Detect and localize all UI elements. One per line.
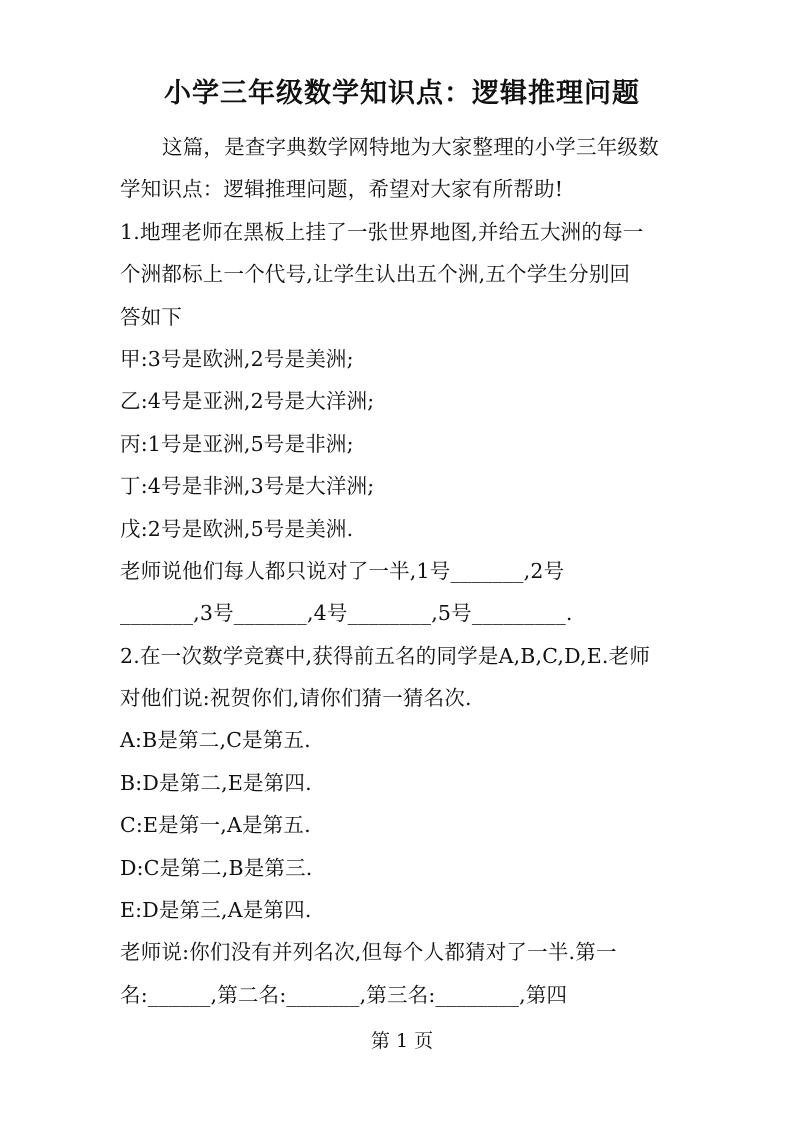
question-2-conclusion-line-2: 名:______,第二名:_______,第三名:________,第四	[120, 982, 568, 1007]
answer-ding: 丁:4号是非洲,3号是大洋洲;	[120, 474, 375, 499]
answer-bing: 丙:1号是亚洲,5号是非洲;	[120, 431, 354, 456]
answer-yi: 乙:4号是亚洲,2号是大洋洲;	[120, 389, 375, 414]
guess-b: B:D是第二,E是第四.	[120, 770, 312, 795]
intro-line-2: 学知识点：逻辑推理问题，希望对大家有所帮助!	[120, 177, 564, 202]
question-2-line-2: 对他们说:祝贺你们,请你们猜一猜名次.	[120, 686, 472, 711]
answer-jia: 甲:3号是欧洲,2号是美洲;	[120, 346, 354, 371]
document-title: 小学三年级数学知识点：逻辑推理问题	[164, 78, 640, 109]
guess-d: D:C是第二,B是第三.	[120, 855, 313, 880]
guess-c: C:E是第一,A是第五.	[120, 813, 311, 838]
document-body	[120, 126, 690, 1016]
guess-a: A:B是第二,C是第五.	[120, 728, 311, 753]
question-1-line-1: 1.地理老师在黑板上挂了一张世界地图,并给五大洲的每一	[120, 219, 644, 244]
page-number: 第 1 页	[370, 1030, 434, 1052]
question-2-line-1: 2.在一次数学竞赛中,获得前五名的同学是A,B,C,D,E.老师	[120, 643, 651, 668]
answer-wu: 戊:2号是欧洲,5号是美洲.	[120, 516, 354, 541]
question-1-line-3: 答如下	[120, 304, 183, 329]
question-1-blanks-line-1: 老师说他们每人都只说对了一半,1号_______,2号	[120, 558, 565, 583]
intro-line-1: 这篇，是查字典数学网特地为大家整理的小学三年级数	[162, 135, 659, 159]
question-1-line-2: 个洲都标上一个代号,让学生认出五个洲,五个学生分别回	[120, 262, 631, 287]
question-2-conclusion-line-1: 老师说:你们没有并列名次,但每个人都猜对了一半.第一	[120, 940, 617, 965]
guess-e: E:D是第三,A是第四.	[120, 898, 312, 923]
question-1-blanks-line-2: _______,3号_______,4号________,5号_________.	[120, 601, 573, 626]
